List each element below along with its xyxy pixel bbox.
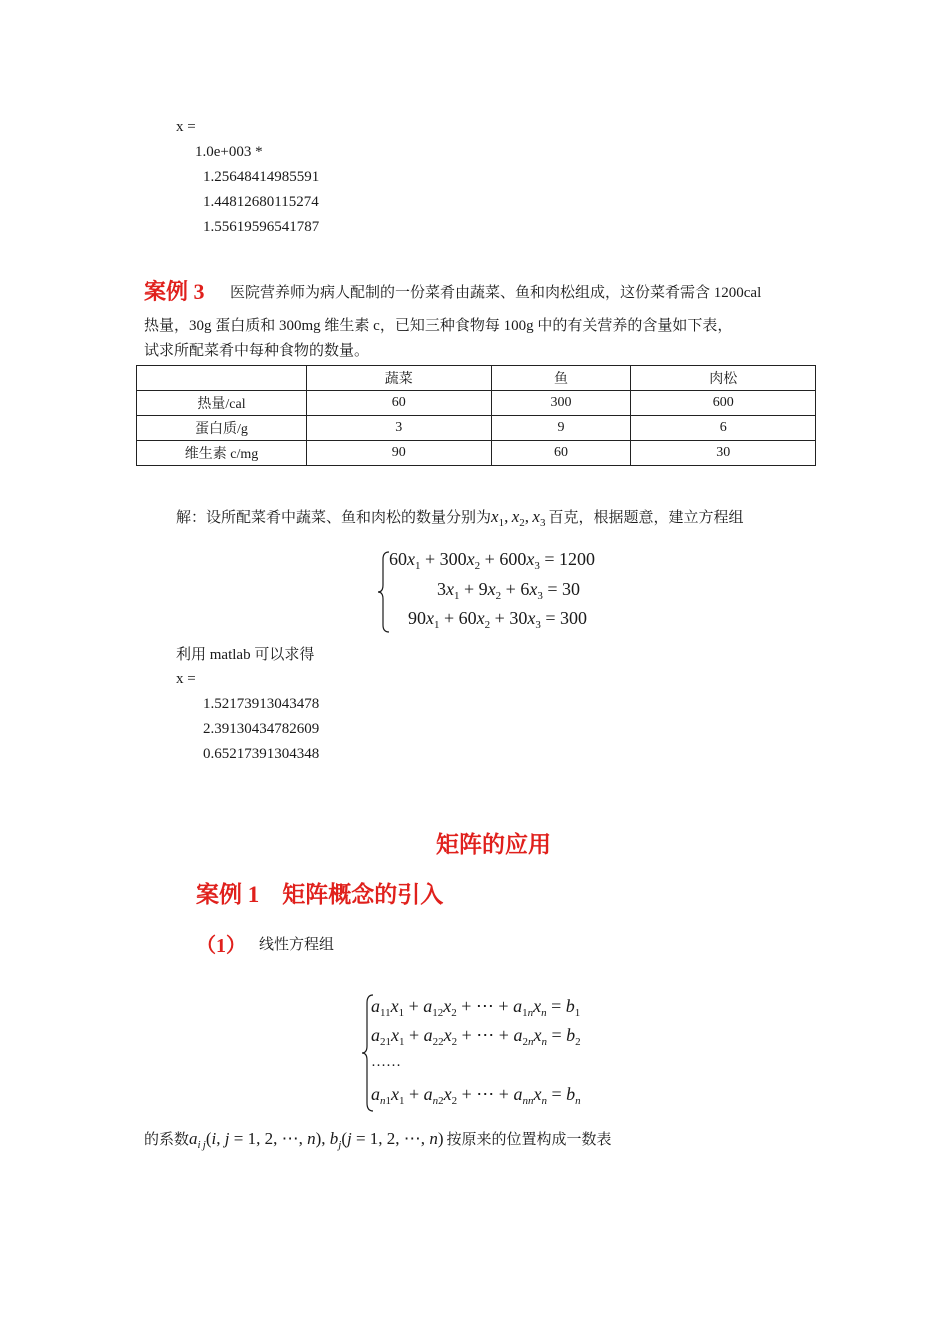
result-value-2: 1.44812680115274 <box>203 194 319 210</box>
result-value-1: 1.25648414985591 <box>203 169 320 185</box>
subsection-label: 线性方程组 <box>259 937 335 953</box>
bottom-text-b: 按原来的位置构成一数表 <box>446 1132 612 1148</box>
solution-intro <box>176 504 744 536</box>
coef: 600 <box>499 549 527 569</box>
rhs: 1200 <box>558 549 595 569</box>
result-label: x = <box>176 119 196 135</box>
table-cell: 300 <box>491 391 631 416</box>
table-header-cell: 鱼 <box>491 366 631 391</box>
coefficient-sentence <box>144 1126 612 1158</box>
solution-label: x = <box>176 671 196 687</box>
solution-value-1: 1.52173913043478 <box>203 696 320 712</box>
table-cell: 90 <box>307 441 492 466</box>
section-title: 矩阵的应用 <box>436 832 551 857</box>
variables-x1x2x3: $x_1$, $x_2$, $x_3$ <box>491 507 546 529</box>
rhs: 30 <box>561 579 580 599</box>
nutrition-table <box>136 365 816 466</box>
subsection-number: （1） <box>196 935 246 957</box>
table-cell: 热量/cal <box>137 391 307 416</box>
coef: 9 <box>478 579 488 599</box>
solution-value-3: 0.65217391304348 <box>203 746 320 762</box>
coef: 6 <box>520 579 530 599</box>
table-cell: 9 <box>491 416 631 441</box>
table-cell: 60 <box>307 391 492 416</box>
case3-line3: 试求所配菜肴中每种食物的数量。 <box>144 343 370 359</box>
table-cell: 30 <box>631 441 816 466</box>
table-cell: 600 <box>631 391 816 416</box>
table-row <box>137 441 816 466</box>
table-header-row <box>137 366 816 391</box>
coef: 90 <box>408 608 426 628</box>
solution-intro-b: 百克，根据题意，建立方程组 <box>548 510 744 526</box>
coef: 3 <box>437 579 446 599</box>
table-cell: 蛋白质/g <box>137 416 307 441</box>
coef: 60 <box>389 549 407 569</box>
result-scale: 1.0e+003 * <box>195 144 263 160</box>
table-cell: 维生素 c/mg <box>137 441 307 466</box>
case3-line1: 医院营养师为病人配制的一份菜肴由蔬菜、鱼和肉松组成，这份菜肴需含 1200cal <box>230 285 762 301</box>
equation-1: $60x_1 + 300x_2 + 600x_3 = 1200$ <box>389 549 595 572</box>
table-row <box>137 391 816 416</box>
table-row <box>137 416 816 441</box>
case1-title: 案例 1 矩阵概念的引入 <box>196 882 444 907</box>
table-header-cell <box>137 366 307 391</box>
solution-value-2: 2.39130434782609 <box>203 721 320 737</box>
result-value-3: 1.55619596541787 <box>203 219 320 235</box>
equation-3: $90x_1 + 60x_2 + 30x_3 = 300$ <box>408 608 587 631</box>
general-equation-1: $a_{11}x_1 + a_{12}x_2$ + ⋯ + $a_{1n}x_n = b_1$ <box>371 996 581 1019</box>
coefficient-formula: $a_{i j}(i$, j = 1, 2, ⋯, n), $b_j(j = 1$, 2, ⋯, n) <box>189 1129 444 1151</box>
case3-title: 案例 3 <box>144 279 205 304</box>
coef: 30 <box>509 608 528 628</box>
general-equation-2: $a_{21}x_1 + a_{22}x_2$ + ⋯ + $a_{2n}x_n = b_2$ <box>371 1025 581 1048</box>
bottom-text-a: 的系数 <box>144 1132 190 1148</box>
general-equation-dots: …… <box>371 1054 401 1070</box>
equation-2: $3x_1 + 9x_2 + 6x_3 = 30$ <box>437 579 580 602</box>
table-header-cell: 肉松 <box>631 366 816 391</box>
table-cell: 3 <box>307 416 492 441</box>
general-equation-n: $a_{n1}x_1 + a_{n2}x_2$ + ⋯ + $a_{nn}x_n = b_n$ <box>371 1084 581 1107</box>
rhs: 300 <box>559 608 587 628</box>
coef: 60 <box>458 608 477 628</box>
table-header-cell: 蔬菜 <box>307 366 492 391</box>
table-cell: 60 <box>491 441 631 466</box>
case3-line2: 热量，30g 蛋白质和 300mg 维生素 c，已知三种食物每 100g 中的有关营养的含量如下表， <box>144 318 733 334</box>
solution-intro-a: 解：设所配菜肴中蔬菜、鱼和肉松的数量分别为 <box>176 510 492 526</box>
coef: 300 <box>439 549 467 569</box>
matlab-note: 利用 matlab 可以求得 <box>176 647 315 663</box>
table-cell: 6 <box>631 416 816 441</box>
